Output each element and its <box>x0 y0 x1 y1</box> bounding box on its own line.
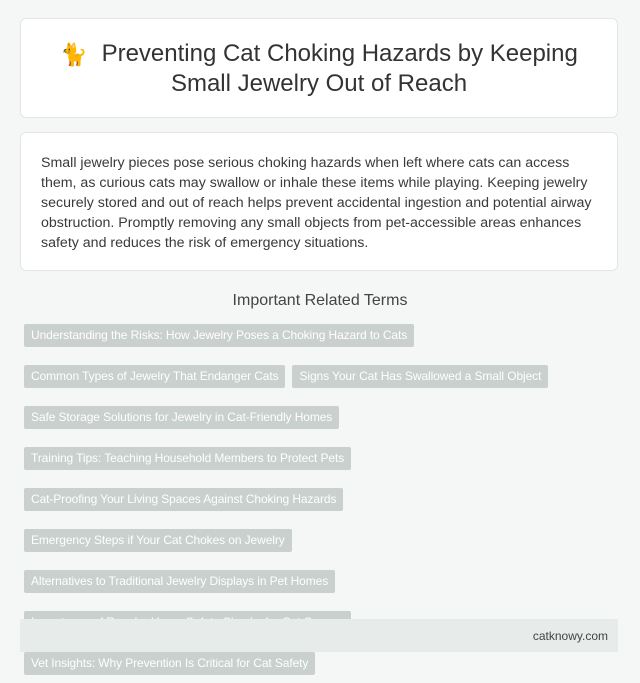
related-term-tag[interactable]: Training Tips: Teaching Household Members to Protect Pets <box>24 447 351 470</box>
related-term-tag[interactable]: Cat-Proofing Your Living Spaces Against Choking Hazards <box>24 488 343 511</box>
related-term-tag[interactable]: Common Types of Jewelry That Endanger Cats <box>24 365 285 388</box>
related-term-tag[interactable]: Alternatives to Traditional Jewelry Displays in Pet Homes <box>24 570 335 593</box>
title-card <box>20 18 618 118</box>
related-term-tag[interactable]: Signs Your Cat Has Swallowed a Small Object <box>292 365 548 388</box>
summary-card <box>20 132 618 271</box>
related-terms-heading: Important Related Terms <box>232 292 408 309</box>
page-title <box>41 39 597 98</box>
related-term-tag[interactable]: Safe Storage Solutions for Jewelry in Cat-Friendly Homes <box>24 406 339 429</box>
page-title-text: Preventing Cat Choking Hazards by Keeping Small Jewelry Out of Reach <box>101 39 578 97</box>
footer <box>20 619 618 652</box>
footer-site-name: catknowy.com <box>532 628 608 643</box>
related-term-tag[interactable]: Emergency Steps if Your Cat Chokes on Jewelry <box>24 529 292 552</box>
summary-text: Small jewelry pieces pose serious choking hazards when left where cats can access them, as curious cats may swallow or inhale these items while playing. Keeping jewelry securely stored and out of reach helps prevent accidental ingestion and potential airway obstruction. Promptly removing any small objects from pet-accessible areas enhances safety and reduces the risk of emergency situations. <box>41 155 592 251</box>
cat-icon: 🐈 <box>60 41 88 67</box>
related-term-tag[interactable]: Understanding the Risks: How Jewelry Poses a Choking Hazard to Cats <box>24 324 414 347</box>
related-term-tag[interactable]: Vet Insights: Why Prevention Is Critical for Cat Safety <box>24 652 315 675</box>
